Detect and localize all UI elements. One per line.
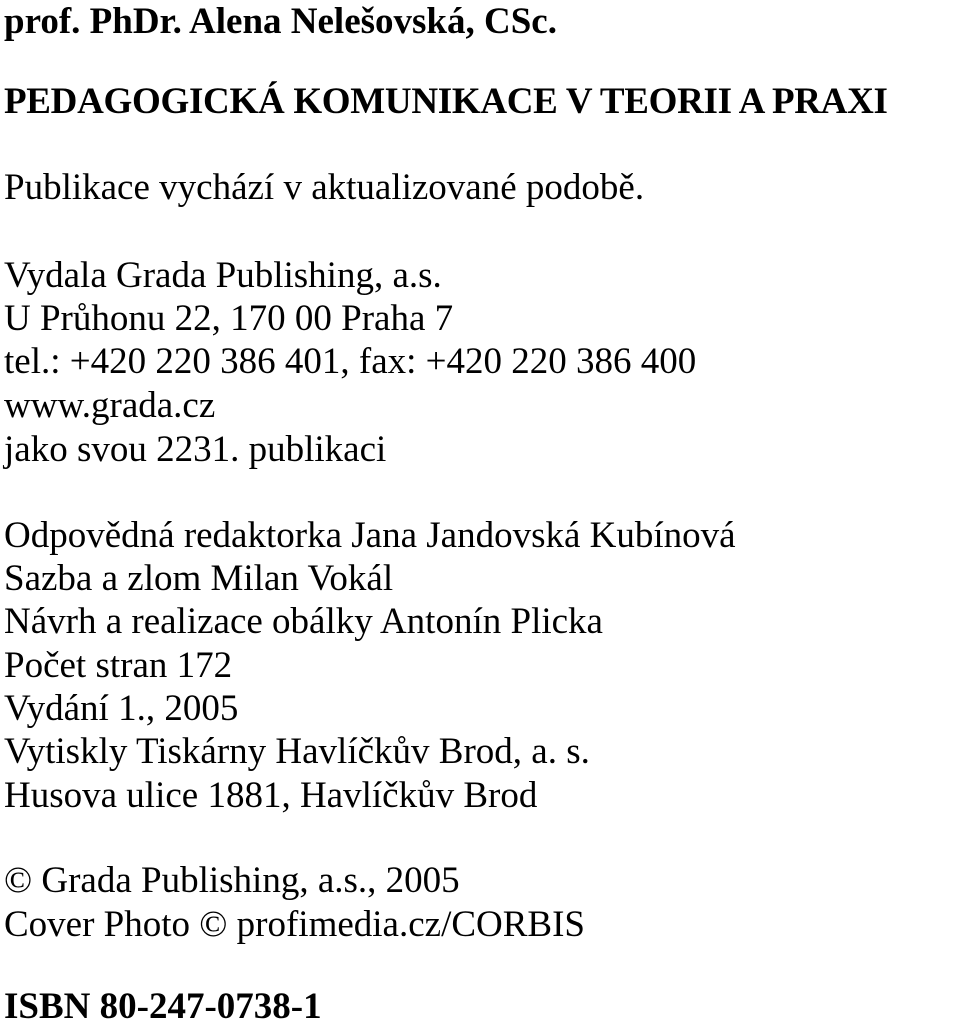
typesetting-credit: Sazba a zlom Milan Vokál bbox=[4, 558, 394, 599]
edition-note: Publikace vychází v aktualizované podobě. bbox=[4, 167, 645, 208]
publisher-name: Vydala Grada Publishing, a.s. bbox=[4, 255, 442, 296]
edition-info: Vydání 1., 2005 bbox=[4, 688, 239, 729]
publisher-website: www.grada.cz bbox=[4, 385, 216, 426]
isbn: ISBN 80-247-0738-1 bbox=[4, 986, 322, 1027]
book-title: PEDAGOGICKÁ KOMUNIKACE V TEORII A PRAXI bbox=[4, 81, 888, 122]
publication-number: jako svou 2231. publikaci bbox=[4, 429, 387, 470]
author-name: prof. PhDr. Alena Nelešovská, CSc. bbox=[4, 1, 557, 42]
editor-credit: Odpovědná redaktorka Jana Jandovská Kubínová bbox=[4, 515, 736, 556]
publisher-address: U Průhonu 22, 170 00 Praha 7 bbox=[4, 298, 454, 339]
cover-design-credit: Návrh a realizace obálky Antonín Plicka bbox=[4, 601, 603, 642]
copyright-cover-photo: Cover Photo © profimedia.cz/CORBIS bbox=[4, 904, 585, 945]
printer-address: Husova ulice 1881, Havlíčkův Brod bbox=[4, 775, 538, 816]
printer-name: Vytiskly Tiskárny Havlíčkův Brod, a. s. bbox=[4, 731, 590, 772]
copyright-publisher: © Grada Publishing, a.s., 2005 bbox=[4, 860, 460, 901]
page-count: Počet stran 172 bbox=[4, 645, 233, 686]
publisher-phone: tel.: +420 220 386 401, fax: +420 220 386 400 bbox=[4, 341, 697, 382]
